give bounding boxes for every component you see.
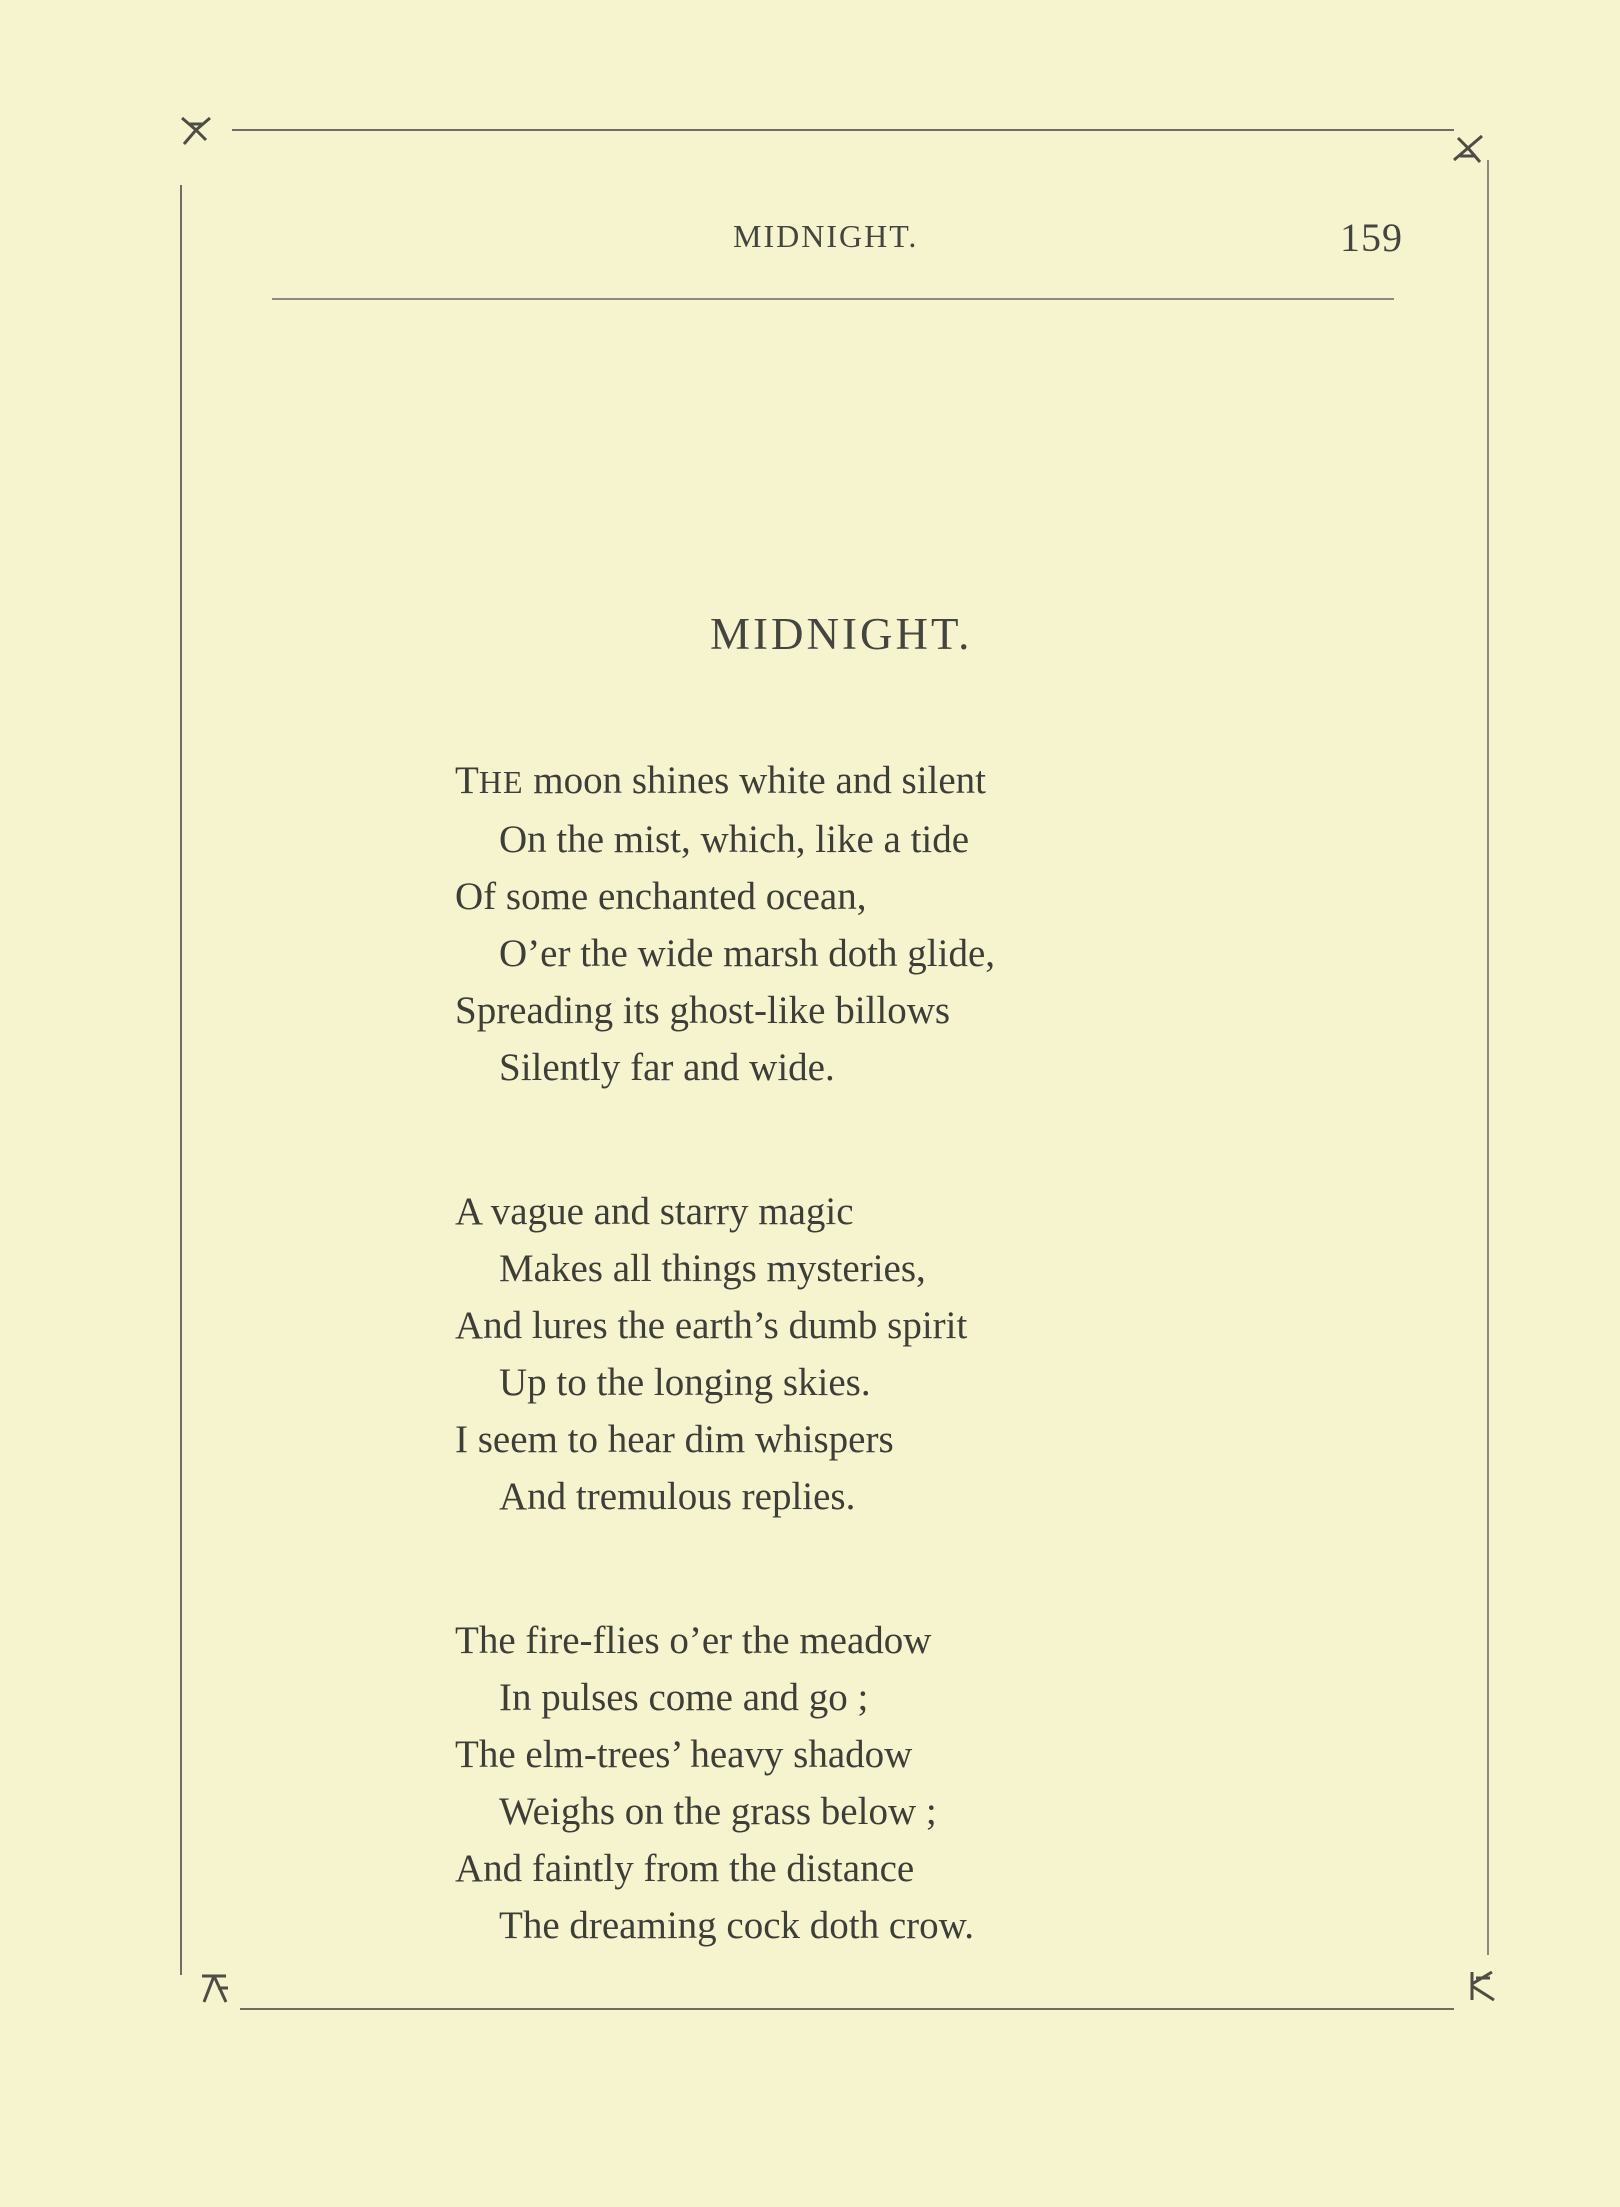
verse-line: And lures the earth’s dumb spirit [455, 1304, 968, 1347]
verse-line: A vague and starry magic [455, 1190, 854, 1233]
verse-line: In pulses come and go ; [499, 1676, 869, 1719]
fleuron-corner-icon [196, 1968, 236, 2008]
verse-line: The elm-trees’ heavy shadow [455, 1733, 913, 1776]
verse-line [455, 752, 995, 811]
verse-line: Spreading its ghost-like billows [455, 989, 951, 1032]
verse-line-rest: moon shines white and silent [523, 759, 987, 802]
verse-line: On the mist, which, like a tide [499, 818, 970, 861]
header-rule [272, 298, 1394, 300]
verse-line: O’er the wide marsh doth glide, [499, 932, 996, 975]
drop-initial: T [455, 759, 479, 802]
small-caps-word: HE [478, 764, 524, 800]
verse-line: And faintly from the distance [455, 1847, 915, 1890]
running-head: MIDNIGHT. [733, 218, 919, 254]
verse-line: Up to the longing skies. [499, 1361, 871, 1404]
verse-line: I seem to hear dim whispers [455, 1418, 894, 1461]
frame-right-rule [1487, 160, 1489, 1955]
poem-title: MIDNIGHT. [710, 609, 973, 659]
verse-line: The fire-flies o’er the meadow [455, 1619, 932, 1662]
verse-line: Silently far and wide. [499, 1046, 835, 1089]
frame-top-rule [232, 129, 1454, 131]
stanza-1 [455, 752, 995, 1096]
frame-left-rule [180, 185, 182, 1975]
verse-line: Weighs on the grass below ; [499, 1790, 937, 1833]
stanza-3 [455, 1612, 974, 1954]
fleuron-corner-icon [1448, 130, 1488, 170]
stanza-2 [455, 1183, 967, 1525]
verse-line: The dreaming cock doth crow. [499, 1904, 975, 1947]
verse-line: And tremulous replies. [499, 1475, 856, 1518]
fleuron-corner-icon [176, 110, 216, 150]
verse-line: Of some enchanted ocean, [455, 875, 867, 918]
verse-line: Makes all things mysteries, [499, 1247, 926, 1290]
frame-bottom-rule [240, 2008, 1454, 2010]
fleuron-corner-icon [1462, 1966, 1502, 2006]
page-number: 159 [1340, 215, 1403, 260]
